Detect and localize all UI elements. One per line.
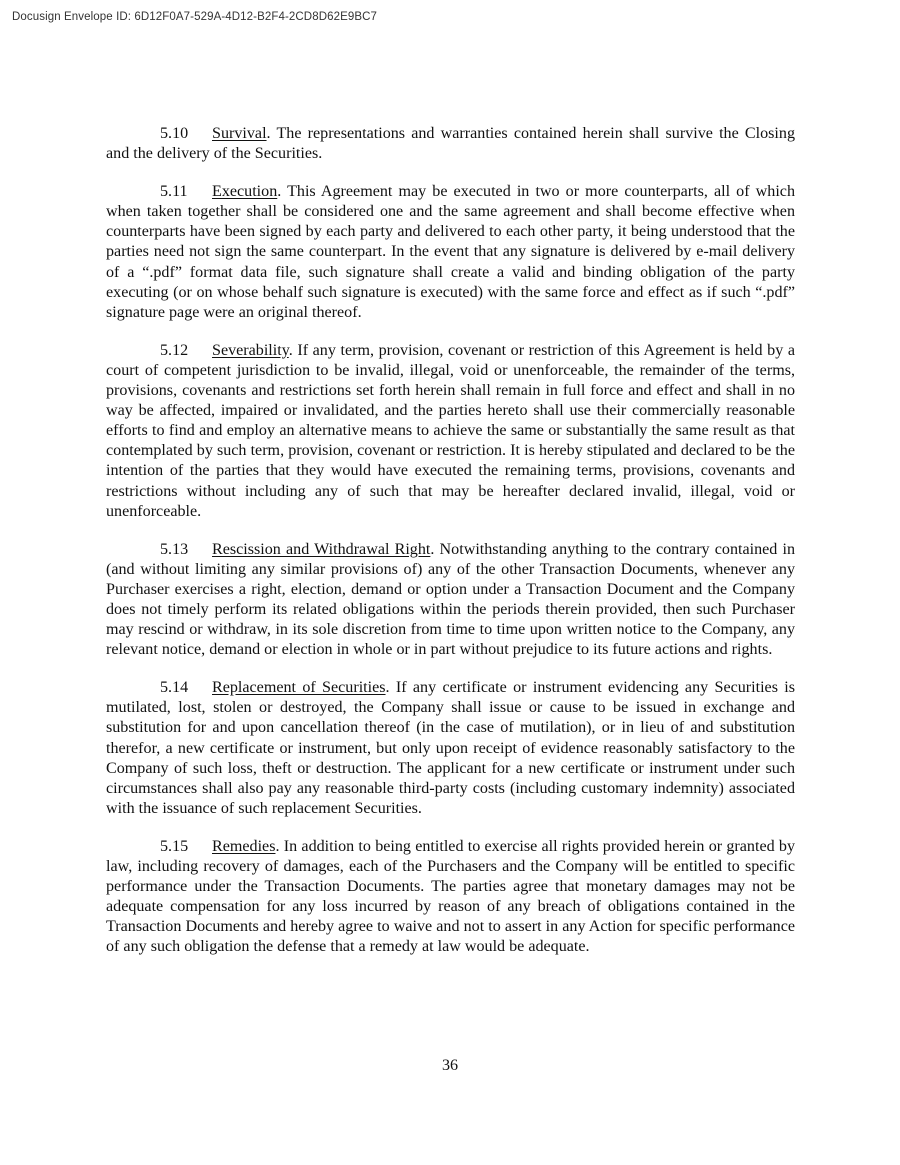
section-number: 5.13 [160,540,189,558]
section-text: . If any term, provision, covenant or restriction of this Agreement is held by a court of competent jurisdiction to be invalid, illegal, void or unenforceable, the remainder of the terms, provisions, covenants and restrictions set forth herein shall remain in full force and effect and shall in no way be affected, impaired or invalidated, and the parties hereto shall use their commercially reasonable efforts to find and employ an alternative means to achieve the same or substantially the same result as that contemplated by such term, provision, covenant or restriction. It is hereby stipulated and declared to be the intention of the parties that they would have executed the remaining terms, provisions, covenants and restrictions without including any of such that may be hereafter declared invalid, illegal, void or unenforceable. [106,341,795,520]
section-title: Remedies [212,837,276,855]
section-text: . This Agreement may be executed in two or more counterparts, all of which when taken together shall be considered one and the same agreement and shall become effective when counterparts have been signed by each party and delivered to each other party, it being understood that the parties need not sign the same counterpart. In the event that any signature is delivered by e-mail delivery of a “.pdf” format data file, such signature shall create a valid and binding obligation of the party executing (or on whose behalf such signature is executed) with the same force and effect as if such “.pdf” signature page were an original thereof. [106,183,795,321]
section-5-10 [106,124,795,164]
section-title: Execution [212,183,278,201]
section-title: Severability [212,341,289,359]
section-title: Survival [212,125,267,142]
section-number: 5.12 [160,341,189,359]
section-text: . If any certificate or instrument evidencing any Securities is mutilated, lost, stolen or destroyed, the Company shall issue or cause to be issued in exchange and substitution for and upon cancellation thereof (in the case of mutilation), or in lieu of and substitution therefor, a new certificate or instrument, but only upon receipt of evidence reasonably satisfactory to the Company of such loss, theft or destruction. The applicant for a new certificate or instrument under such circumstances shall also pay any reasonable third-party costs (including customary indemnity) associated with the issuance of such replacement Securities. [106,679,796,817]
section-number: 5.11 [160,183,188,201]
section-number: 5.14 [160,679,189,697]
document-body [106,124,795,975]
section-text: . Notwithstanding anything to the contrary contained in (and without limiting any similar provisions of) any of the other Transaction Documents, whenever any Purchaser exercises a right, election, demand or option under a Transaction Document and the Company does not timely perform its related obligations within the periods therein provided, then such Purchaser may rescind or withdraw, in its sole discretion from time to time upon written notice to the Company, any relevant notice, demand or election in whole or in part without prejudice to its future actions and rights. [106,540,795,659]
section-5-13 [106,540,795,661]
section-number: 5.10 [160,125,189,142]
page-number: 36 [441,1057,459,1074]
section-5-15 [106,837,795,958]
section-text: . In addition to being entitled to exercise all rights provided herein or granted by law, including recovery of damages, each of the Purchasers and the Company will be entitled to specific performance under the Transaction Documents. The parties agree that monetary damages may not be adequate compensation for any loss incurred by reason of any breach of obligations contained in the Transaction Documents and hereby agree to waive and not to assert in any Action for specific performance of any such obligation the defense that a remedy at law would be adequate. [106,837,795,956]
section-5-11 [106,182,795,323]
envelope-id: Docusign Envelope ID: 6D12F0A7-529A-4D12-B2F4-2CD8D62E9BC7 [12,11,378,23]
section-5-14 [106,678,795,819]
section-number: 5.15 [160,837,189,855]
section-5-12 [106,341,795,522]
section-text: . The representations and warranties contained herein shall survive the Closing and the delivery of the Securities. [106,125,795,163]
section-title: Rescission and Withdrawal Right [212,540,431,558]
section-title: Replacement of Securities [212,679,386,697]
